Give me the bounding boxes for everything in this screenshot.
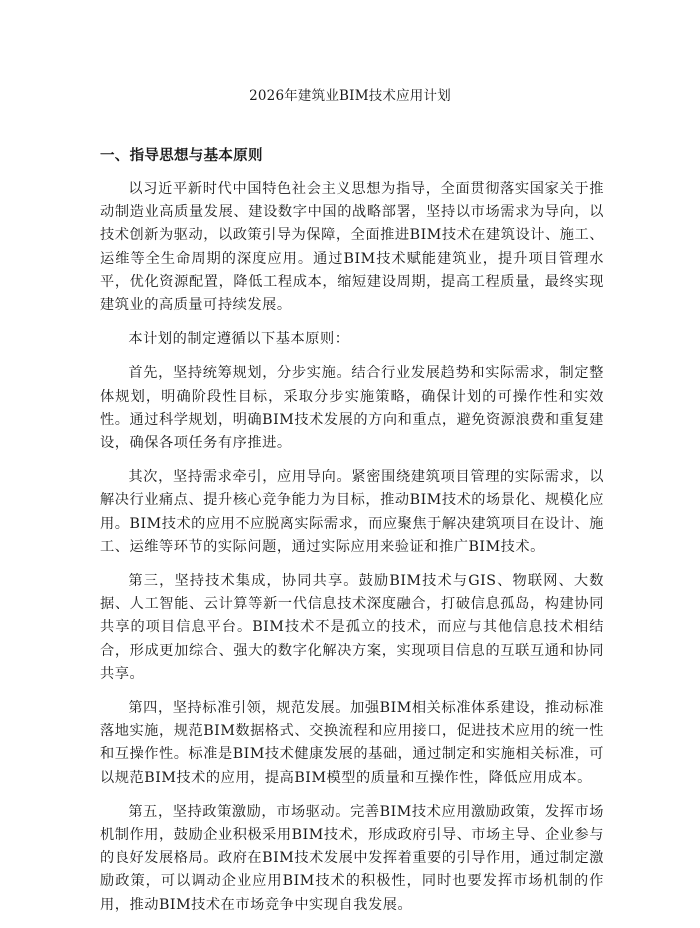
paragraph-principle-third: 第三，坚持技术集成，协同共享。鼓励BIM技术与GIS、物联网、大数据、人工智能、云计算等新一代信息技术深度融合，打破信息孤岛，构建协同共享的项目信息平台。BIM技术不是孤立的技术，而应与其他信息技术相结合，形成更加综合、强大的数字化解决方案，实现项目信息的互联互通和协同共享。 <box>100 573 604 682</box>
section-heading: 一、指导思想与基本原则 <box>100 148 263 164</box>
paragraph-principle-first: 首先，坚持统筹规划，分步实施。结合行业发展趋势和实际需求，制定整体规划，明确阶段性目标，采取分步实施策略，确保计划的可操作性和实效性。通过科学规划，明确BIM技术发展的方向和重点，避免资源浪费和重复建设，确保各项任务有序推进。 <box>100 365 604 452</box>
paragraph-principles-intro: 本计划的制定遵循以下基本原则： <box>128 331 350 348</box>
paragraph-principle-fourth: 第四，坚持标准引领，规范发展。加强BIM相关标准体系建设，推动标准落地实施，规范BIM数据格式、交换流程和应用接口，促进技术应用的统一性和互操作性。标准是BIM技术健康发展的基础，通过制定和实施相关标准，可以规范BIM技术的应用，提高BIM模型的质量和互操作性，降低应用成本。 <box>100 700 604 786</box>
document-title: 2026年建筑业BIM技术应用计划 <box>249 88 451 104</box>
document-body <box>100 178 604 928</box>
paragraph-principle-fifth: 第五，坚持政策激励，市场驱动。完善BIM技术应用激励政策，发挥市场机制作用，鼓励企业积极采用BIM技术，形成政府引导、市场主导、企业参与的良好发展格局。政府在BIM技术发展中发挥着重要的引导作用，通过制定激励政策，可以调动企业应用BIM技术的积极性，同时也要发挥市场机制的作用，推动BIM技术在市场竞争中实现自我发展。 <box>100 803 604 913</box>
paragraph-guiding-ideology: 以习近平新时代中国特色社会主义思想为指导，全面贯彻落实国家关于推动制造业高质量发展、建设数字中国的战略部署，坚持以市场需求为导向，以技术创新为驱动，以政策引导为保障，全面推进BIM技术在建筑设计、施工、运维等全生命周期的深度应用。通过BIM技术赋能建筑业，提升项目管理水平，优化资源配置，降低工程成本，缩短建设周期，提高工程质量，最终实现建筑业的高质量可持续发展。 <box>100 181 604 314</box>
paragraph-principle-second: 其次，坚持需求牵引，应用导向。紧密围绕建筑项目管理的实际需求，以解决行业痛点、提升核心竞争能力为目标，推动BIM技术的场景化、规模化应用。BIM技术的应用不应脱离实际需求，而应聚焦于解决建筑项目在设计、施工、运维等环节的实际问题，通过实际应用来验证和推广BIM技术。 <box>100 469 604 555</box>
